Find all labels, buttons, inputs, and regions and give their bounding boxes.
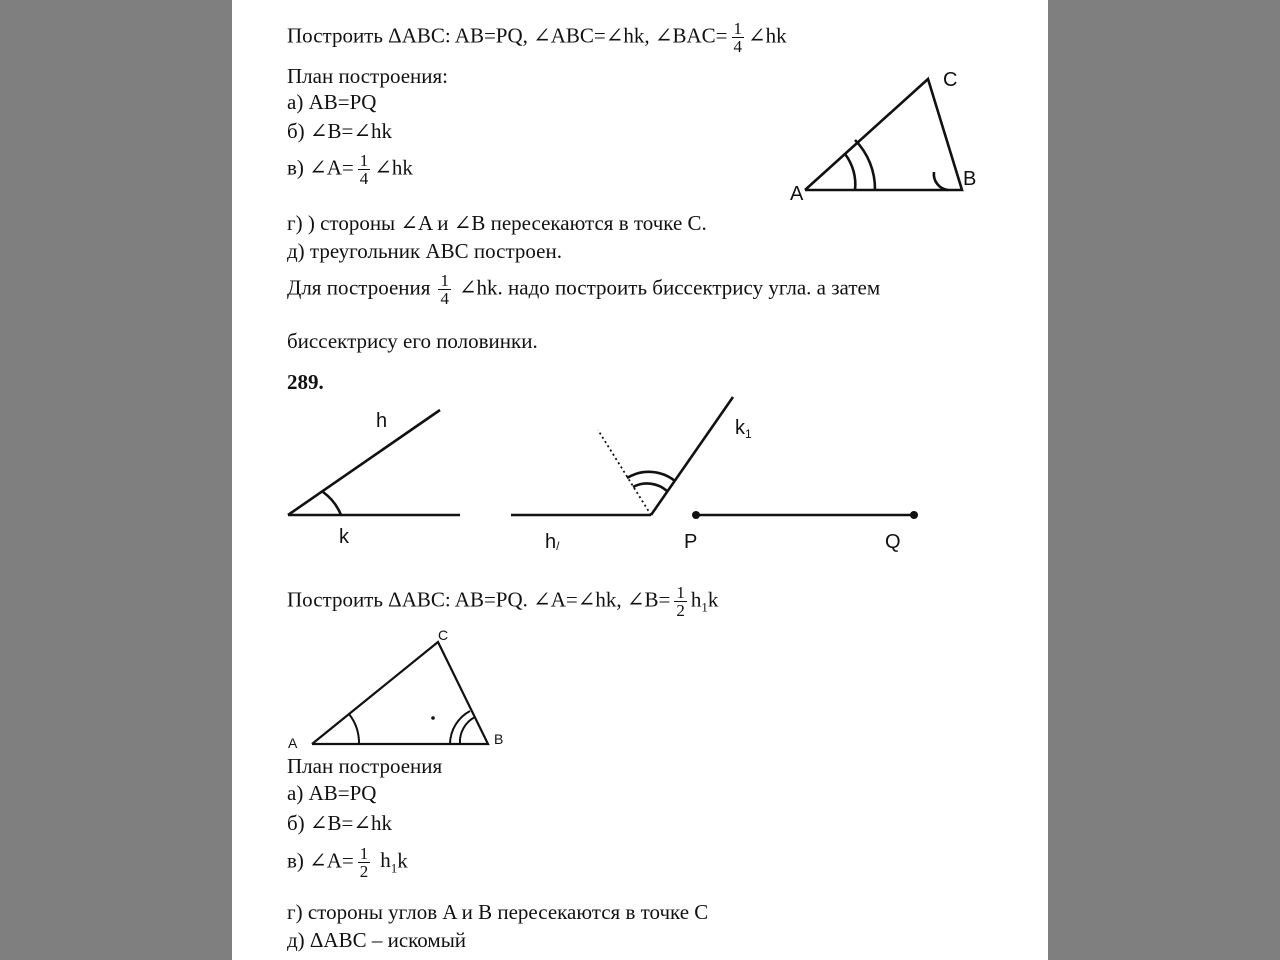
problem289-task-fraction: $\frac{1}{2}$ [676,583,685,620]
problem1-step-a: а) AB=PQ [287,90,377,114]
problem289-step-b: б) ∠B=∠hk [287,811,392,835]
problem1-step-g: г) ) стороны ∠A и ∠B пересекаются в точке C. [287,211,707,235]
problem1-task-suffix: ∠hk [748,23,787,48]
angle-h1k1-figure [511,397,733,515]
segment-label-q: Q [885,531,901,553]
stray-dot [431,716,435,720]
problem1-task-text: Построить ΔABC: AB=PQ, ∠ABC=∠hk, ∠BAC= [287,23,728,48]
problem289-plan-title: План построения [287,754,443,778]
problem289-step-a: а) AB=PQ [287,781,377,805]
problem1-note: Для построения $\frac{1}{4}$ ∠hk. надо построить биссектрису угла. а затем [287,271,881,308]
triangle1-label-c: C [943,69,958,91]
problem1-step-d: д) треугольник ABC построен. [287,239,562,263]
problem289-task: Построить ΔABC: AB=PQ. ∠A=∠hk, ∠B= $\frac{1}{2}$ $h_1k$ [287,583,719,620]
point-q [910,511,918,519]
triangle1-label-b: B [963,168,977,190]
problem1-step-v-fraction: $\frac{1}{4}$ [359,151,369,188]
segment-label-p: P [684,531,698,553]
problem1-step-v: в) ∠A= $\frac{1}{4}$ ∠hk [287,151,413,188]
document-page [232,0,1048,960]
triangle1-label-a: A [790,183,804,205]
problem289-number: 289. [287,370,324,394]
triangle2-label-c: C [438,627,449,643]
triangle-abc-figure-2 [312,642,488,744]
figures-layer [232,0,1048,960]
angle-label-k1: $k_1$ [735,417,752,441]
triangle-abc-figure-1 [805,79,962,190]
problem1-task-fraction: $\frac{1}{4}$ [733,19,742,56]
problem1-plan-title: План построения: [287,64,449,88]
problem1-step-b: б) ∠B=∠hk [287,119,392,143]
problem289-step-d: д) ΔABC – искомый [287,928,467,952]
triangle2-label-b: B [494,731,504,747]
triangle2-label-a: A [288,735,298,751]
angle-label-h: h [376,410,388,432]
problem1-note-fraction: $\frac{1}{4}$ [440,271,449,308]
problem1-note-line2: биссектрису его половинки. [287,329,538,353]
problem289-step-v-fraction: $\frac{1}{2}$ [359,844,369,881]
angle-hk-figure [288,410,460,515]
angle-label-k: k [339,526,349,548]
problem289-step-g: г) стороны углов A и B пересекаются в точке C [287,900,709,924]
point-p [692,511,700,519]
problem289-step-v: в) ∠A= $\frac{1}{2}$ $h_1k$ [287,844,408,881]
angle-label-h1: h/ [545,531,560,553]
